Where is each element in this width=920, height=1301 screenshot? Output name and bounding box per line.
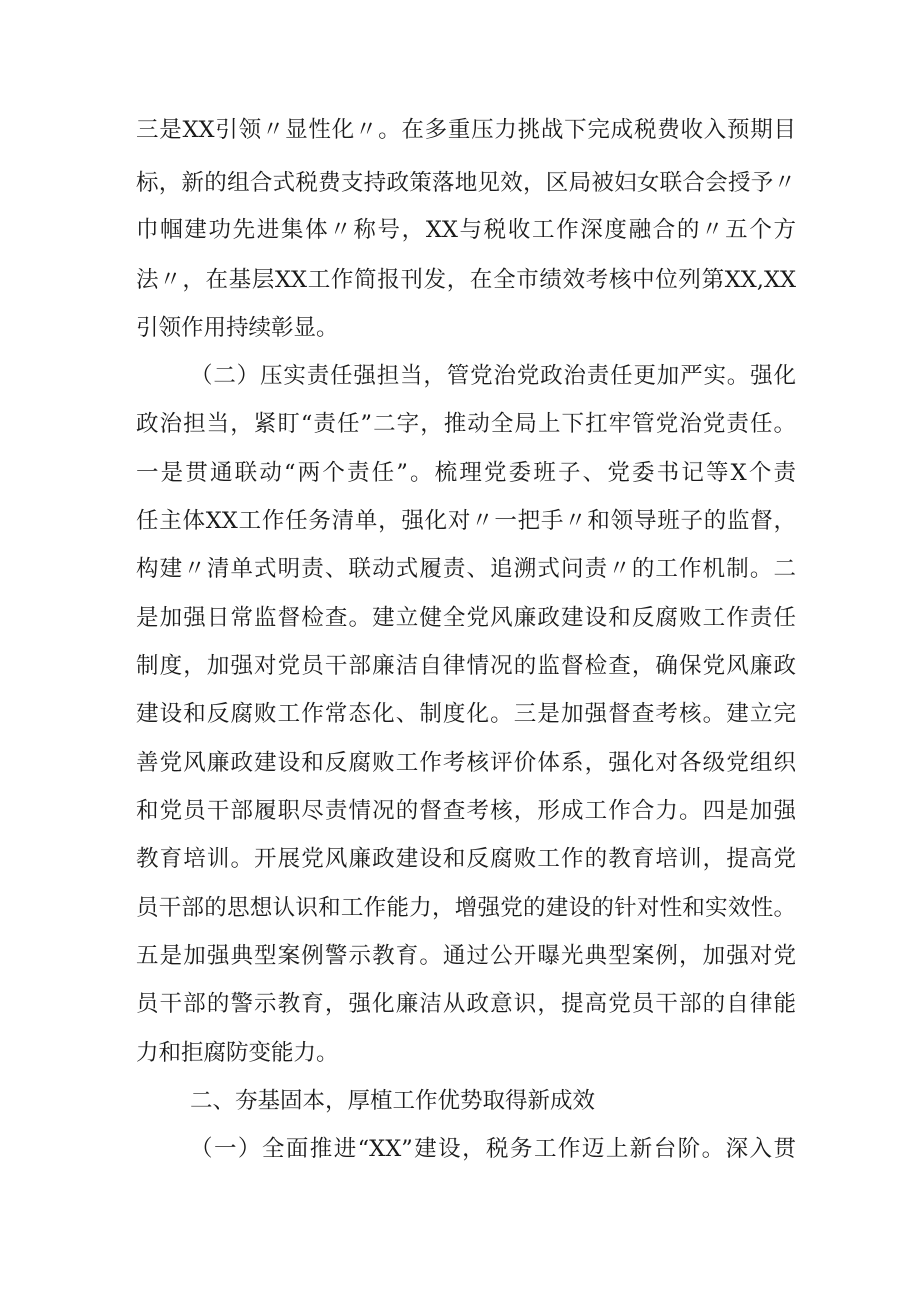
paragraph-line: 标，新的组合式税费支持政策落地见效，区局被妇女联合会授予〃 bbox=[136, 170, 796, 196]
paragraph-line: 巾帼建功先进集体〃称号，XX与税收工作深度融合的〃五个方 bbox=[136, 217, 796, 243]
paragraph-line: 政治担当，紧盯“责任”二字，推动全局上下扛牢管党治党责任。 bbox=[136, 411, 796, 437]
paragraph-line: 员干部的警示教育，强化廉洁从政意识，提高党员干部的自律能 bbox=[136, 991, 796, 1017]
paragraph-line: 构建〃清单式明责、联动式履责、追溯式问责〃的工作机制。二 bbox=[136, 556, 796, 582]
paragraph-line: 善党风廉政建设和反腐败工作考核评价体系，强化对各级党组织 bbox=[136, 750, 796, 776]
paragraph-line: 教育培训。开展党风廉政建设和反腐败工作的教育培训，提高党 bbox=[136, 846, 796, 872]
paragraph-line: 引领作用持续彰显。 bbox=[136, 315, 339, 341]
paragraph-line: 是加强日常监督检查。建立健全党风廉政建设和反腐败工作责任 bbox=[136, 605, 796, 631]
paragraph-line: （一）全面推进“XX”建设，税务工作迈上新台阶。深入贯 bbox=[190, 1136, 796, 1162]
paragraph-line: 员干部的思想认识和工作能力，增强党的建设的针对性和实效性。 bbox=[136, 895, 796, 921]
paragraph-line: 法〃，在基层XX工作简报刊发，在全市绩效考核中位列第XX,XX bbox=[136, 267, 796, 293]
paragraph-line: 一是贯通联动“两个责任”。梳理党委班子、党委书记等X个责 bbox=[136, 460, 796, 486]
paragraph-line: 任主体XX工作任务清单，强化对〃一把手〃和领导班子的监督， bbox=[136, 508, 796, 534]
paragraph-line: （二）压实责任强担当，管党治党政治责任更加严实。强化 bbox=[190, 363, 796, 389]
paragraph-line: 建设和反腐败工作常态化、制度化。三是加强督查考核。建立完 bbox=[136, 701, 796, 727]
section-heading: 二、夯基固本，厚植工作优势取得新成效 bbox=[190, 1088, 596, 1114]
paragraph-line: 和党员干部履职尽责情况的督查考核，形成工作合力。四是加强 bbox=[136, 798, 796, 824]
paragraph-line: 制度，加强对党员干部廉洁自律情况的监督检查，确保党风廉政 bbox=[136, 653, 796, 679]
paragraph-line: 力和拒腐防变能力。 bbox=[136, 1040, 339, 1066]
paragraph-line: 三是XX引领〃显性化〃。在多重压力挑战下完成税费收入预期目 bbox=[136, 117, 796, 143]
paragraph-line: 五是加强典型案例警示教育。通过公开曝光典型案例，加强对党 bbox=[136, 943, 796, 969]
